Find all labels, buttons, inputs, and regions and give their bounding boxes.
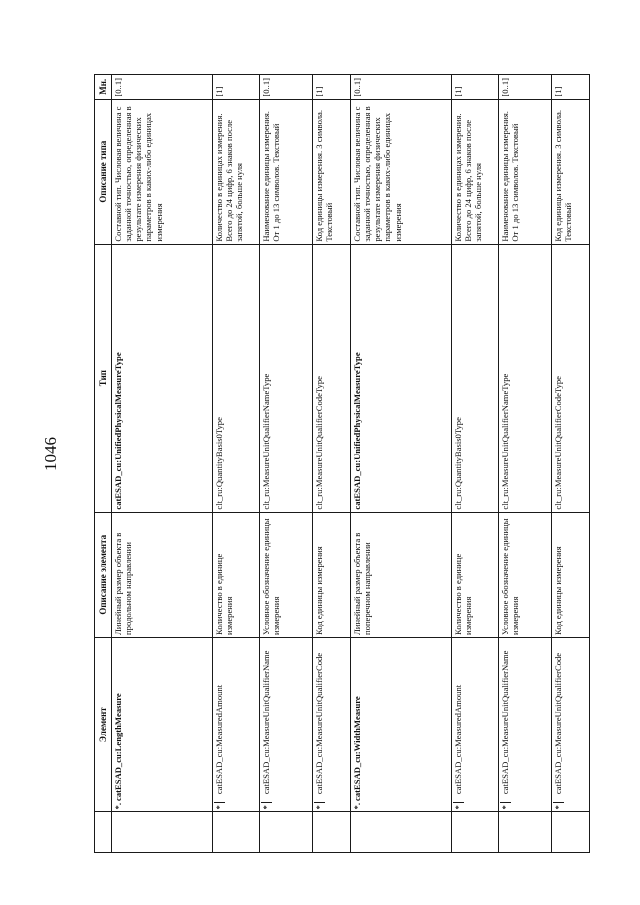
element-marker: * — [261, 805, 271, 810]
type-description-cell: Код единицы измерения. 3 символа. Текстовый — [313, 99, 351, 244]
element-cell — [313, 637, 351, 812]
element-name: catESAD_cu:LengthMeasure — [113, 693, 123, 801]
element-marker: * — [553, 805, 563, 810]
indent-bar — [261, 797, 272, 803]
element-description-cell: Количество в единице измерения — [452, 512, 499, 637]
table-row — [552, 75, 590, 853]
element-name: catESAD_cu:WidthMeasure — [352, 696, 362, 801]
element-cell — [351, 637, 452, 812]
indent-bar — [314, 797, 325, 803]
element-entry — [553, 640, 564, 810]
page-number-text: 1046 — [41, 437, 60, 471]
type-description-cell: Наименование единицы измерения. От 1 до 13 символов. Текстовый — [260, 99, 313, 244]
multiplicity-cell: [0..1] — [112, 75, 213, 100]
type-description-cell: Количество в единицах измерения. Всего до 24 цифр, 6 знаков после запятой, больше нуля — [213, 99, 260, 244]
element-name: catESAD_cu:MeasuredAmount — [453, 684, 463, 795]
element-marker: * — [500, 805, 510, 810]
type-cell: clt_ru:MeasureUnitQualifierNameType — [260, 244, 313, 512]
rotated-table-content — [94, 74, 574, 853]
multiplicity-cell: [1] — [552, 75, 590, 100]
blank-cell — [552, 812, 590, 853]
type-description-cell: Составной тип. Числовая величина с заданной точностью, определенная в результате измерения физических параметров в каких-либо единицах измерения — [351, 99, 452, 244]
element-marker: *. — [113, 803, 123, 810]
element-name: catESAD_cu:MeasuredAmount — [214, 684, 224, 795]
element-description-cell: Код единицы измерения — [552, 512, 590, 637]
element-entry — [500, 640, 511, 810]
table-row — [112, 75, 213, 853]
type-cell: catESAD_cu:UnifiedPhysicalMeasureType — [351, 244, 452, 512]
element-cell — [260, 637, 313, 812]
table-row — [260, 75, 313, 853]
blank-cell — [452, 812, 499, 853]
indent-bar — [453, 797, 464, 803]
blank-cell — [351, 812, 452, 853]
multiplicity-cell: [0..1] — [260, 75, 313, 100]
table-row — [452, 75, 499, 853]
element-name: catESAD_cu:MeasureUnitQualifierName — [261, 650, 271, 795]
multiplicity-cell: [1] — [452, 75, 499, 100]
element-cell — [112, 637, 213, 812]
indent-bar — [500, 797, 511, 803]
element-description-cell: Код единицы измерения — [313, 512, 351, 637]
element-name: catESAD_cu:MeasureUnitQualifierCode — [553, 652, 563, 795]
table-row — [313, 75, 351, 853]
element-entry — [261, 640, 272, 810]
element-entry — [113, 640, 123, 810]
element-entry — [352, 640, 362, 810]
element-description-cell: Линейный размер объекта в поперечном направлении — [351, 512, 452, 637]
element-cell — [499, 637, 552, 812]
element-name: catESAD_cu:MeasureUnitQualifierCode — [314, 652, 324, 795]
element-entry — [453, 640, 464, 810]
type-cell: clt_ru:MeasureUnitQualifierCodeType — [313, 244, 351, 512]
specification-table — [94, 74, 590, 853]
header-multiplicity: Мн. — [95, 75, 112, 100]
type-cell: clt_ru:QuantityBasis0Type — [452, 244, 499, 512]
header-element: Элемент — [95, 637, 112, 812]
element-marker: * — [214, 805, 224, 810]
table-row — [213, 75, 260, 853]
element-marker: * — [453, 805, 463, 810]
type-description-cell: Количество в единицах измерения. Всего до 24 цифр, 6 знаков после запятой, больше нуля — [452, 99, 499, 244]
type-cell: clt_ru:MeasureUnitQualifierNameType — [499, 244, 552, 512]
indent-bar — [214, 797, 225, 803]
rotated-table-frame — [94, 74, 574, 853]
element-marker: * — [314, 805, 324, 810]
multiplicity-cell: [0..1] — [499, 75, 552, 100]
type-cell: catESAD_cu:UnifiedPhysicalMeasureType — [112, 244, 213, 512]
table-header-row — [95, 75, 112, 853]
element-description-cell: Условное обозначение единицы измерения — [260, 512, 313, 637]
multiplicity-cell: [1] — [313, 75, 351, 100]
blank-cell — [313, 812, 351, 853]
multiplicity-cell: [1] — [213, 75, 260, 100]
table-row — [499, 75, 552, 853]
header-type: Тип — [95, 244, 112, 512]
element-cell — [213, 637, 260, 812]
element-cell — [452, 637, 499, 812]
header-blank-cell — [95, 812, 112, 853]
blank-cell — [112, 812, 213, 853]
element-description-cell: Условное обозначение единицы измерения — [499, 512, 552, 637]
header-element-description: Описание элемента — [95, 512, 112, 637]
multiplicity-cell: [0..1] — [351, 75, 452, 100]
element-cell — [552, 637, 590, 812]
element-name: catESAD_cu:MeasureUnitQualifierName — [500, 650, 510, 795]
element-description-cell: Количество в единице измерения — [213, 512, 260, 637]
type-cell: clt_ru:MeasureUnitQualifierCodeType — [552, 244, 590, 512]
element-description-cell: Линейный размер объекта в продольном направлении — [112, 512, 213, 637]
blank-cell — [260, 812, 313, 853]
element-entry — [314, 640, 325, 810]
indent-bar — [553, 797, 564, 803]
element-marker: *. — [352, 803, 362, 810]
page-number — [36, 438, 66, 470]
header-type-description: Описание типа — [95, 99, 112, 244]
type-description-cell: Составной тип. Числовая величина с заданной точностью, определенная в результате измерения физических параметров в каких-либо единицах измерения — [112, 99, 213, 244]
blank-cell — [213, 812, 260, 853]
type-description-cell: Наименование единицы измерения. От 1 до 13 символов. Текстовый — [499, 99, 552, 244]
type-cell: clt_ru:QuantityBasis0Type — [213, 244, 260, 512]
element-entry — [214, 640, 225, 810]
table-row — [351, 75, 452, 853]
table-body — [112, 75, 590, 853]
blank-cell — [499, 812, 552, 853]
type-description-cell: Код единицы измерения. 3 символа. Текстовый — [552, 99, 590, 244]
